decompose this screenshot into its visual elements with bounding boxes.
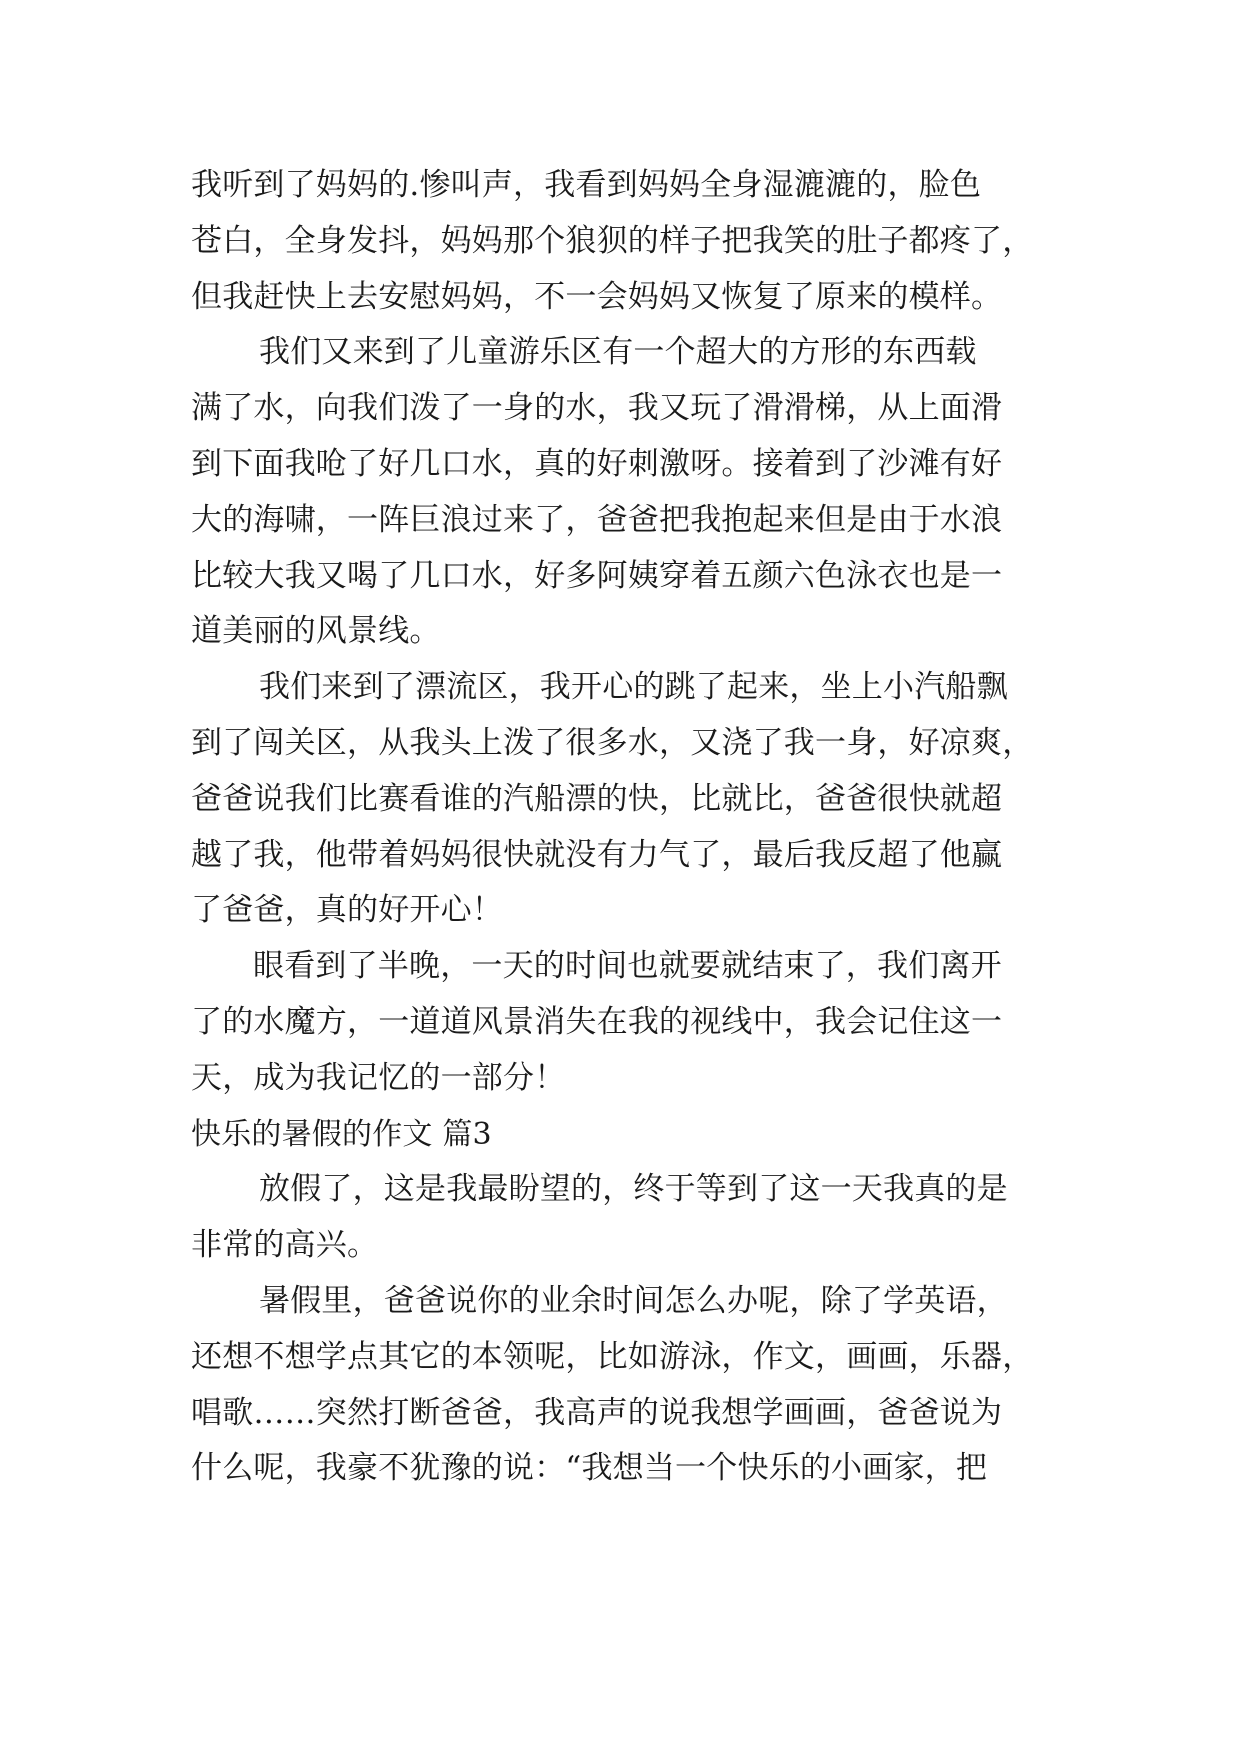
text-line: 满了水，向我们泼了一身的水，我又玩了滑滑梯，从上面滑: [191, 390, 1003, 427]
text-line: 天，成为我记忆的一部分！: [191, 1059, 566, 1096]
text-line: 了爸爸，真的好开心！: [191, 892, 503, 929]
section-heading: [191, 1107, 1071, 1163]
paragraph: [191, 158, 1071, 325]
heading-text: 快乐的暑假的作文 篇3: [191, 1116, 492, 1152]
text-line: 到了闯关区，从我头上泼了很多水，又浇了我一身，好凉爽，: [191, 724, 1034, 761]
paragraph: [191, 939, 1071, 1106]
text-line: 但我赶快上去安慰妈妈，不一会妈妈又恢复了原来的模样。: [191, 278, 1003, 315]
text-line: 比较大我又喝了几口水，好多阿姨穿着五颜六色泳衣也是一: [191, 557, 1003, 594]
text-line: 道美丽的风景线。: [191, 613, 441, 650]
text-line: 苍白，全身发抖，妈妈那个狼狈的样子把我笑的肚子都疼了，: [191, 222, 1034, 259]
text-line: 我听到了妈妈的.惨叫声，我看到妈妈全身湿漉漉的，脸色: [191, 167, 982, 203]
text-line: 非常的高兴。: [191, 1227, 379, 1264]
text-line: 什么呢，我豪不犹豫的说：“我想当一个快乐的小画家，把: [191, 1450, 988, 1487]
text-line: 到下面我呛了好几口水，真的好刺激呀。接着到了沙滩有好: [191, 445, 1003, 482]
text-line: 爸爸说我们比赛看谁的汽船漂的快，比就比，爸爸很快就超: [191, 780, 1003, 817]
text-line: 唱歌……突然打断爸爸，我高声的说我想学画画，爸爸说为: [191, 1394, 1003, 1431]
paragraph: [191, 1274, 1071, 1497]
text-line: 暑假里，爸爸说你的业余时间怎么办呢，除了学英语，: [259, 1282, 1008, 1319]
text-line: 越了我，他带着妈妈很快就没有力气了，最后我反超了他赢: [191, 836, 1003, 873]
text-line: 我们又来到了儿童游乐区有一个超大的方形的东西载: [259, 334, 977, 371]
document-body: [191, 158, 1071, 1497]
paragraph: [191, 660, 1071, 939]
text-line: 我们来到了漂流区，我开心的跳了起来，坐上小汽船飘: [259, 669, 1008, 706]
text-line: 了的水魔方，一道道风景消失在我的视线中，我会记住这一: [191, 1003, 1003, 1040]
paragraph: [191, 1162, 1071, 1274]
text-line: 大的海啸，一阵巨浪过来了，爸爸把我抱起来但是由于水浪: [191, 501, 1003, 538]
text-line: 还想不想学点其它的本领呢，比如游泳，作文，画画，乐器，: [191, 1338, 1034, 1375]
paragraph: [191, 325, 1071, 660]
text-line: 放假了，这是我最盼望的，终于等到了这一天我真的是: [259, 1171, 1008, 1208]
text-line: 眼看到了半晚，一天的时间也就要就结束了，我们离开: [253, 948, 1002, 985]
